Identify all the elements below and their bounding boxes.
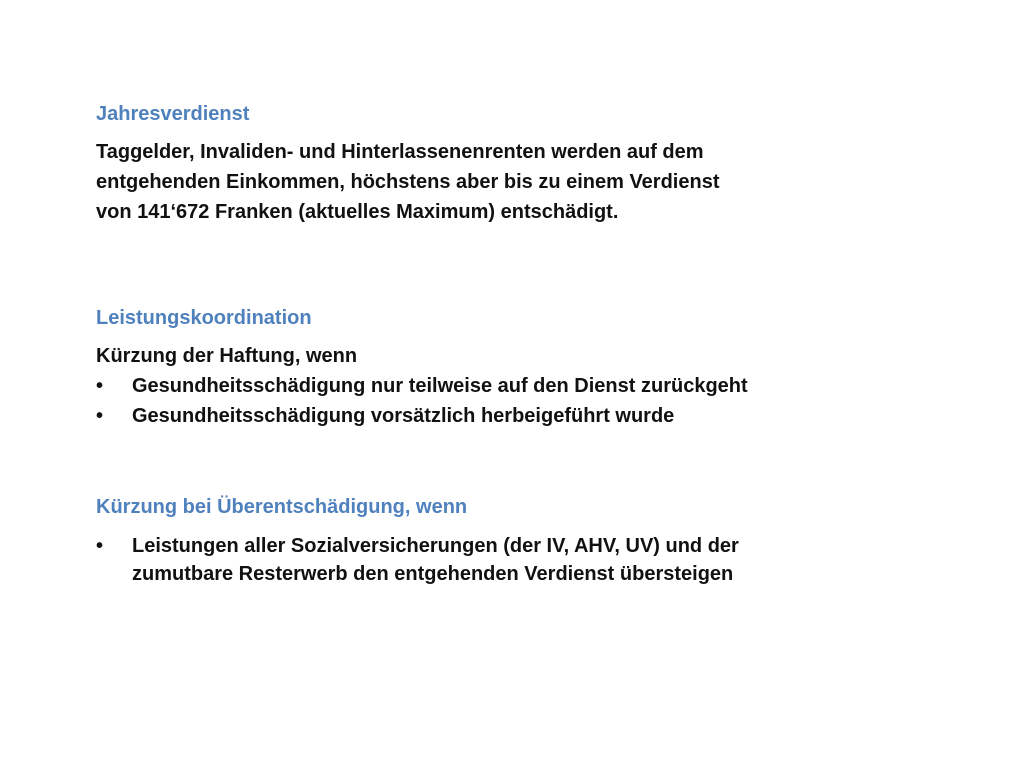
bullet-list	[96, 371, 856, 431]
section-ueberentschaedigung	[96, 494, 856, 588]
bullet-icon: •	[96, 405, 104, 427]
section-jahresverdienst	[96, 101, 856, 227]
bullet-icon: •	[96, 535, 104, 557]
section-intro: Kürzung der Haftung, wenn	[96, 345, 358, 367]
bullet-icon: •	[96, 375, 104, 397]
list-item	[96, 401, 856, 431]
list-item-text: Gesundheitsschädigung vorsätzlich herbeigeführt wurde	[132, 405, 675, 427]
list-item-text: Gesundheitsschädigung nur teilweise auf den Dienst zurückgeht	[132, 375, 748, 397]
section-heading: Leistungskoordination	[96, 307, 312, 329]
section-paragraph: Taggelder, Invaliden- und Hinterlassenenrenten werden auf dem entgehenden Einkommen, höchstens aber bis zu einem Verdienst von 141‘672 Franken (aktuelles Maximum) entschädigt.	[96, 141, 720, 223]
section-heading: Kürzung bei Überentschädigung, wenn	[96, 496, 468, 518]
section-heading: Jahresverdienst	[96, 103, 250, 125]
list-item	[96, 532, 832, 588]
list-item	[96, 371, 856, 401]
list-item-text: Leistungen aller Sozialversicherungen (der IV, AHV, UV) und der zumutbare Resterwerb den entgehenden Verdienst übersteigen	[132, 535, 739, 585]
section-leistungskoordination	[96, 305, 856, 431]
bullet-list	[96, 532, 856, 588]
